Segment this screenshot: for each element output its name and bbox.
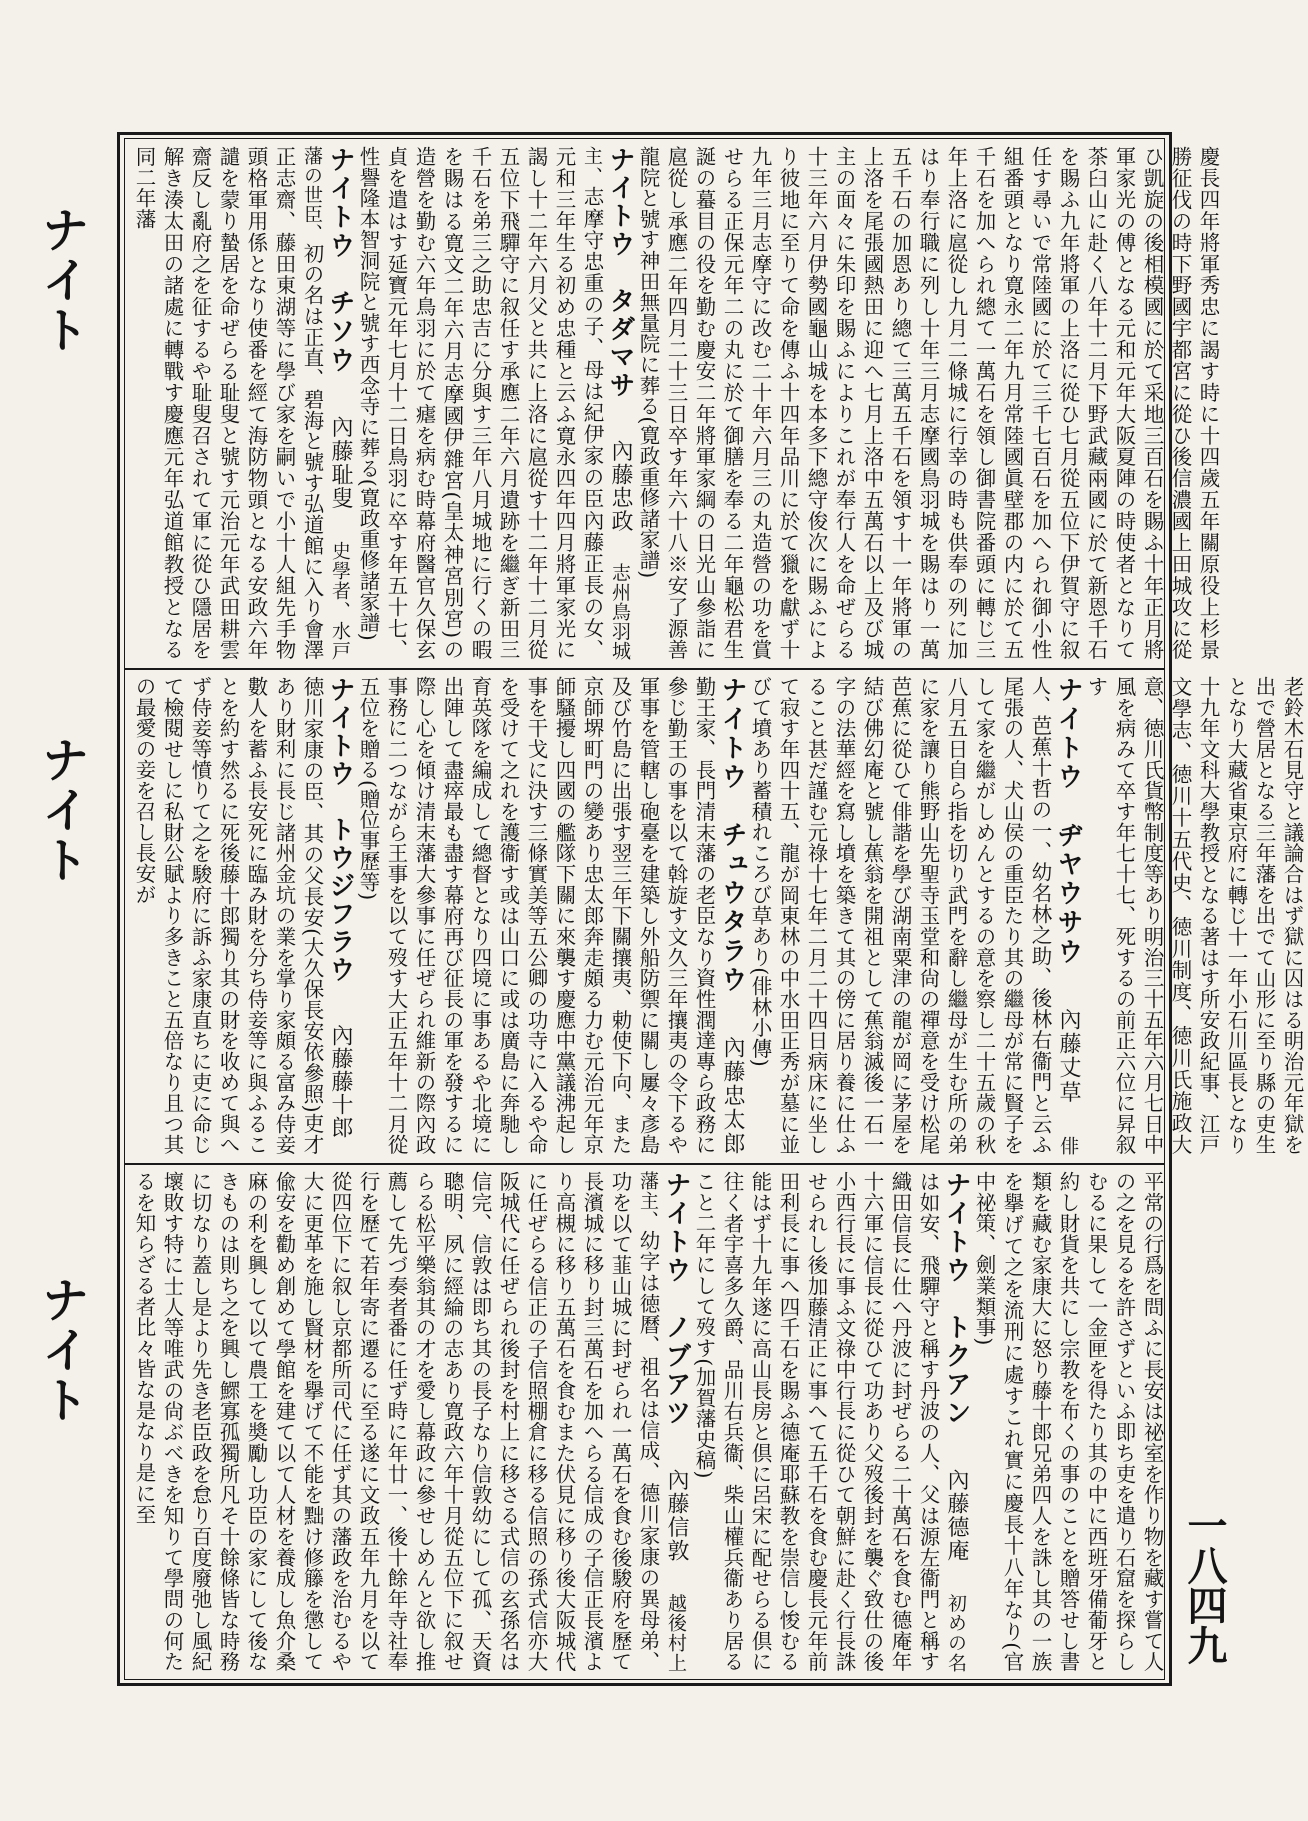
- entry-body: 幼字は徳曆、祖名は信成、德川家康の異母弟、功を以て韮山城に封ぜられ一萬石を食む後駿府を歷て長濱城に移り封三萬石を加へらる信成の子信正長濱より高槻に移り五萬石を食むまた伏見に移り後大阪城代に任ぜらる信正の子信照棚倉に移る信照の孫式信亦大阪城代に任ぜられ後封を村上に移さる式信の玄孫名は信完、信敦は即ち其の長子なり信敦幼にして孤、天資聰明、夙に經綸の志あり寛政六年十月從五位下に叙せらる松平樂翁其の才を愛し幕政に參せしめんと欲し推薦して先づ奏者番に任ず時に年廿一、後十餘年寺社奉行を歷て若年寄に遷るに至る遂に文政五年九月を以て從四位下に叙し京都所司代に任ず其の藩政を治むるや大に更革を施し賢材を擧げて不能を黜け修籐を懲して偸安を勸め創めて學館を建て以て人材を養成し魚介桑麻の利を興して以て農工を奬勵し功臣の家にして後なきものは則ち之を興し鰥寡孤獨所凡そ十餘條皆な時務に切なり蓋し是より先き老臣政を怠り百度廢弛し風紀壞敗す特に士人等唯武の尙ぶべきを知りて學問の何たるを知らざる者比々皆な是なり是に至: [132, 1171, 660, 1672]
- entry-heading: ナイトウ トクアン: [941, 1171, 971, 1428]
- entry-body: は如安、飛驒守と稱す丹波の人、父は源左衞門と稱す織田信長に仕へ丹波に封ぜらる二十萬石を食む德庵年十六軍に信長に從ひて功あり父歿後封を襲ぐ致仕の後小西行長に事ふ文祿中行長に從ひて朝鮮に赴く行長誅せられし後加藤清正に事へて五千石を食む慶長元年前田利長に事へ四千石を賜ふ德庵耶蘇教を崇信し悛むる能はず十九年遂に高山長房と倶に呂宋に配せらる倶に往く者宇喜多久爵、品川右兵衞、柴山權兵衞あり居ること二年にして歿す(加賀藩史稿): [692, 1171, 940, 1672]
- running-head: ナイト: [33, 735, 89, 885]
- entry: [356, 676, 747, 1155]
- entry: [356, 146, 635, 661]
- text-column: [128, 672, 1308, 1159]
- entry-body: 平常の行爲を問ふに長安は祕室を作り物を藏す嘗て人の之を見るを許さずといふ即ち吏を遣り石窟を探らしむるに果して一金匣を得たり其の中に西班牙備葡牙と約し財貨を共にし宗教を布くの事のことを贈答せし書類を藏む家康大に怒り藤十郎兄弟四人を誅し其の一族を擧げて之を流刑に處すこれ實に慶長十八年なり(官中祕策、劍業類事): [972, 1171, 1164, 1672]
- page-number: 一八四九: [1181, 1505, 1228, 1665]
- text-band-middle: [128, 672, 1304, 1159]
- text-column: [128, 1167, 1168, 1676]
- text-band-top: [128, 142, 1220, 664]
- entry: [132, 1171, 691, 1673]
- entry-name: 內藤忠太郎: [720, 1035, 745, 1155]
- entry-heading: ナイトウ タダマサ: [605, 146, 635, 400]
- entry-body: 徳川家康の臣、其の父長安(大久保長安依參照)吏才あり財利に長じ諸州金坑の業を掌り家頗る富み侍妾數人を蓄ふ長安死に臨み財を分ち侍妾等に與ふることを約す然るに死後藤十郎獨り其の財を收めて與へず侍妾等憤りて之を駿府に訴ふ家康直ちに吏に命じて檢閱せしに私財公賦より多きこと五倍なり且つ其の最愛の妾を召し長安が: [132, 676, 324, 1155]
- entry-name: 內藤德庵: [944, 1467, 969, 1563]
- entry-heading: ナイトウ ノブアツ: [661, 1171, 691, 1428]
- entry-name: 內藤信敦: [664, 1467, 689, 1563]
- entry-heading: ナイトウ チソウ: [325, 146, 355, 376]
- entry: [692, 1171, 971, 1673]
- entry-name: 內藤耻叟: [328, 415, 353, 511]
- entry: [132, 146, 355, 661]
- entry-origin: 志州鳥羽城主、: [581, 146, 631, 661]
- entry-origin: 俳人、: [1029, 676, 1079, 1155]
- entry-body: 老鈴木石見守と議論合はず獄に囚はる明治元年獄を出で營居となる三年藩を出でて山形に至り縣の吏生となり大藏省東京府に轉じ十一年小石川區長となり十九年文科大學教授となる著はす所安政紀事、江戸文學志、徳川十五代史、徳川制度、徳川氏施政大意、徳川氏貨幣制度等あり明治三十五年六月七日中風を病みて卒す年七十七、死するの前正六位に昇叙す: [1084, 676, 1304, 1155]
- entry-continuation: [972, 1171, 1164, 1672]
- entry-origin: 史學者、水戸藩の世臣、: [301, 146, 351, 661]
- text-column: [128, 142, 1224, 664]
- entry-continuation: [1084, 676, 1304, 1155]
- entry-origin: 越後村上藩主、: [637, 1171, 687, 1673]
- entry: [132, 676, 355, 1155]
- running-head: ナイト: [33, 205, 89, 355]
- entry-body: 慶長四年將軍秀忠に謁す時に十四歲五年關原役上杉景勝征伐の時下野國宇都宮に從ひ後信濃國上田城攻に從ひ凱旋の後相模國に於て采地三百石を賜ふ十年正月將軍家光の傅となる元和元年大阪夏陣の時使者となりて茶臼山に赴く八年十二月下野武藏兩國に於て新恩千石を賜ふ九年將軍の上洛に從ひ七月從五位下伊賀守に叙任す尋いで常陸國に於て三千七百石を加へられ御小性組番頭となり寛永二年九月常陸國眞壁郡の内に於て五千石を加へられ總て一萬石を領し御書院番頭に轉じ三年上洛に扈從し九月二條城に行幸の時も供奉の列に加はり奉行職に列し十年三月志摩國鳥羽城を賜はり一萬五千石の加恩あり總て三萬五千石を領す十一年將軍の上洛を尾張國熱田に迎へ七月上洛中五萬石以上及び城主の面々に朱印を賜ふによりこれが奉行人を命ぜらる十三年六月伊勢國龜山城を本多下總守俊次に賜ふにより彼地に至りて命を傳ふ十四年品川に於て獵を獻ず十九年三月志摩守に改む二十年六月三の丸造營の功を賞せらる正保元年二の丸に於て御膳を奉る二年龜松君生誕の蟇目の役を勤む慶安二年將軍家綱の日光山參詣に扈從し承應二年四月二十三日卒す年六十八※安了源善龍院と號す神田無量院に葬る(寛政重修諸家譜): [636, 146, 1220, 660]
- entry-heading: ナイトウ トウジフラウ: [325, 676, 355, 984]
- entry-heading: ナイトウ ヂヤウサウ: [1053, 676, 1083, 968]
- entry-continuation: [636, 146, 1220, 660]
- entry-heading: ナイトウ チュウタラウ: [717, 676, 747, 995]
- entry-name: 內藤忠政: [608, 439, 633, 533]
- entry-name: 內藤丈草: [1056, 1007, 1081, 1105]
- band-divider: [124, 1163, 1165, 1165]
- band-divider: [124, 668, 1165, 670]
- entry-name: 內藤藤十郎: [328, 1024, 353, 1139]
- entry-body: 芭蕉十哲の一、幼名林之助、後林右衞門と云ふ尾張の人、犬山侯の重臣たり其の繼母が常に賢子をして家を繼がしめんとするの意を察し二十五歲の秋八月五日自ら指を切り武門を辭し繼母が生む所の弟に家を讓り熊野山先聖寺玉堂和尙の禪意を受け松尾芭蕉に從ひて俳諧を學び湖南粟津の龍が岡に茅屋を結び佛幻庵と號し蕉翁を開祖として蕉翁滅後一石一字の法華經を寫し墳を築きて其の傍に居り養に仕ふること甚だ謹む元祿十七年二月二十四日病床に坐して寂す年四十五、龍が岡東林の中水田正秀が墓に並びて墳あり蓄積れころび草あり(俳林小傳): [748, 676, 1052, 1155]
- running-head: ナイト: [33, 1275, 89, 1425]
- entry-body: 初の名は正直、碧海と號す弘道館に入り會澤正志齋、藤田東湖等に學び家を嗣いで小十人組先手物頭格軍用係となり使番を經て海防物頭となる安政六年譴を蒙り蟄居を命ぜらる耻叟と號す元治元年武田耕雲齋反し亂府之を征するや耻叟召されて軍に從ひ隱居を解き湊太田の諸處に轉戰す慶應元年弘道館教授となる同二年藩: [132, 146, 324, 660]
- text-band-bottom: [128, 1167, 1164, 1676]
- entry: [748, 676, 1083, 1155]
- entry-body: 勤王家、長門清末藩の老臣なり資性潤達專ら政務に參じ勤王の事を以て斡旋す文久三年攘夷の令下るや軍事を管轄し砲臺を建築し外船防禦に關し屢々彥島及び竹島に出張す翌三年下關攘夷、勅使下向、また京師堺町門の變あり忠太郎奔走頗る力む元治元年京師騷擾し四國の艦隊下關に來襲す慶應中黨議沸起し事を干戈に決す三條實美等五公卿の功寺に入るや命を受けて之れを護衞す或は山口に或は廣島に奔馳し育英隊を編成して總督となり四境に事あるや北境に出陣して盡瘁最も盡す幕府再び征長の軍を發するに際し心を傾け清末藩大參事に任ぜられ維新の際內政事務に二つながら王事を以て歿す大正五年十二月從五位を贈る(贈位事歷等): [356, 676, 716, 1155]
- entry-origin: 初めの名: [945, 1592, 967, 1673]
- entry-body: 志摩守忠重の子、母は紀伊家の臣內藤正長の女、元和三年生る初め忠種と云ふ寛永四年四月將軍家光に謁し十二年六月父と共に上洛に扈從す十二年十二月從五位下飛驒守に叙任す承應二年六月遺跡を繼ぎ新田三千石を弟三之助忠吉に分與す三年八月城地に行くの暇を賜はる寛文二年六月志摩國伊雜宮(皇太神宮別宮)の造營を勤む六年鳥羽に於て瘧を病む時幕府醫官久保玄貞を遣はす延寶元年七月十二日鳥羽に卒す年五十七、性譽隆本智洞院と號す西念寺に葬る(寛政重修諸家譜): [356, 146, 604, 660]
